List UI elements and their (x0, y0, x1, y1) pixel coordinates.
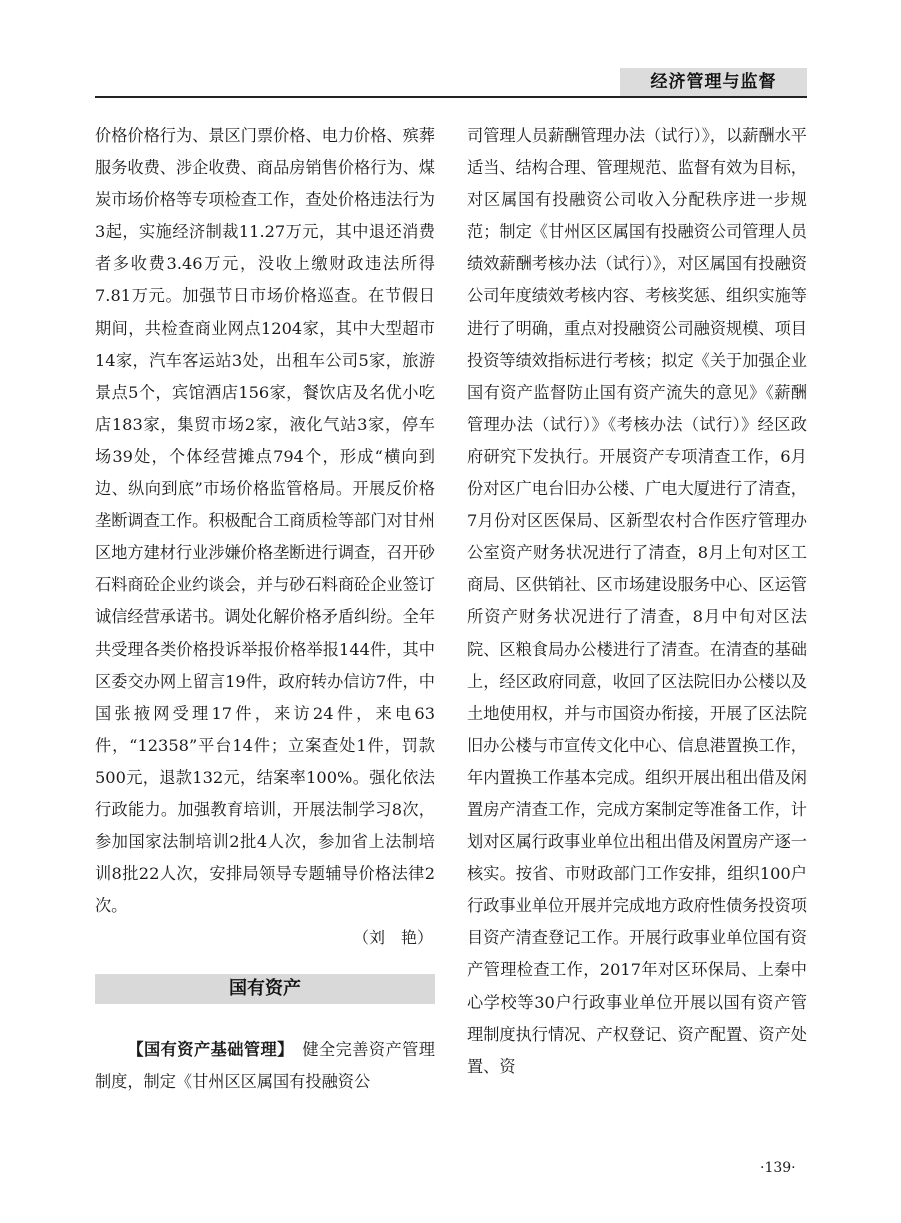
state-assets-continued-paragraph: 司管理人员薪酬管理办法（试行）》，以薪酬水平适当、结构合理、管理规范、监督有效为目标，对区属国有投融资公司收入分配秩序进一步规范；制定《甘州区区属国有投融资公司管理人员绩效薪酬考核办法（试行）》，对区属国有投融资公司年度绩效考核内容、考核奖惩、组织实施等进行了明确，重点对投融资公司融资规模、项目投资等绩效指标进行考核；拟定《关于加强企业国有资产监督防止国有资产流失的意见》《薪酬管理办法（试行）》《考核办法（试行）》经区政府研究下发执行。开展资产专项清查工作，6月份对区广电台旧办公楼、广电大厦进行了清查，7月份对区医保局、区新型农村合作医疗管理办公室资产财务状况进行了清查，8月上旬对区工商局、区供销社、区市场建设服务中心、区运管所资产财务状况进行了清查，8月中旬对区法院、区粮食局办公楼进行了清查。在清查的基础上，经区政府同意，收回了区法院旧办公楼以及土地使用权，并与市国资办衔接，开展了区法院旧办公楼与市宣传文化中心、信息港置换工作，年内置换工作基本完成。组织开展出租出借及闲置房产清查工作，完成方案制定等准备工作，计划对区属行政事业单位出租出借及闲置房产逐一核实。按省、市财政部门工作安排，组织100户行政事业单位开展并完成地方政府性债务投资项目资产清查登记工作。开展行政事业单位国有资产管理检查工作，2017年对区环保局、上秦中心学校等30户行政事业单位开展以国有资产管理制度执行情况、产权登记、资产配置、资产处置、资 (467, 126, 807, 1076)
header-rule (95, 96, 807, 98)
author-byline: （刘 艳） (352, 928, 433, 948)
running-header-section: 经济管理与监督 (620, 68, 807, 96)
left-column (95, 120, 435, 1099)
state-assets-text: 健全完善资产管理制度，制定《甘州区区属国有投融资公 (95, 1040, 435, 1092)
section-heading: 国有资产 (95, 974, 435, 1004)
state-assets-paragraph (95, 1034, 435, 1098)
subsection-heading: 【国有资产基础管理】 (127, 1040, 286, 1060)
right-column (467, 120, 807, 1083)
price-supervision-paragraph: 价格价格行为、景区门票价格、电力价格、殡葬服务收费、涉企收费、商品房销售价格行为、煤炭市场价格等专项检查工作，查处价格违法行为3起，实施经济制裁11.27万元，其中退还消费者多收费3.46万元，没收上缴财政违法所得7.81万元。加强节日市场价格巡查。在节假日期间，共检查商业网点1204家，其中大型超市14家，汽车客运站3处，出租车公司5家，旅游景点5个，宾馆酒店156家，餐饮店及名优小吃店183家，集贸市场2家，液化气站3家，停车场39处，个体经营摊点794个，形成“横向到边、纵向到底”市场价格监管格局。开展反价格垄断调查工作。积极配合工商质检等部门对甘州区地方建材行业涉嫌价格垄断进行调查，召开砂石料商砼企业约谈会，并与砂石料商砼企业签订诚信经营承诺书。调处化解价格矛盾纠纷。全年共受理各类价格投诉举报价格举报144件，其中区委交办网上留言19件，政府转办信访7件，中国张掖网受理17件，来访24件，来电63件，“12358”平台14件；立案查处1件，罚款500元，退款132元，结案率100%。强化依法行政能力。加强教育培训，开展法制学习8次，参加国家法制培训2批4人次，参加省上法制培训8批22人次，安排局领导专题辅导价格法律2次。 (95, 126, 435, 916)
page-number: ·139· (760, 1160, 796, 1176)
